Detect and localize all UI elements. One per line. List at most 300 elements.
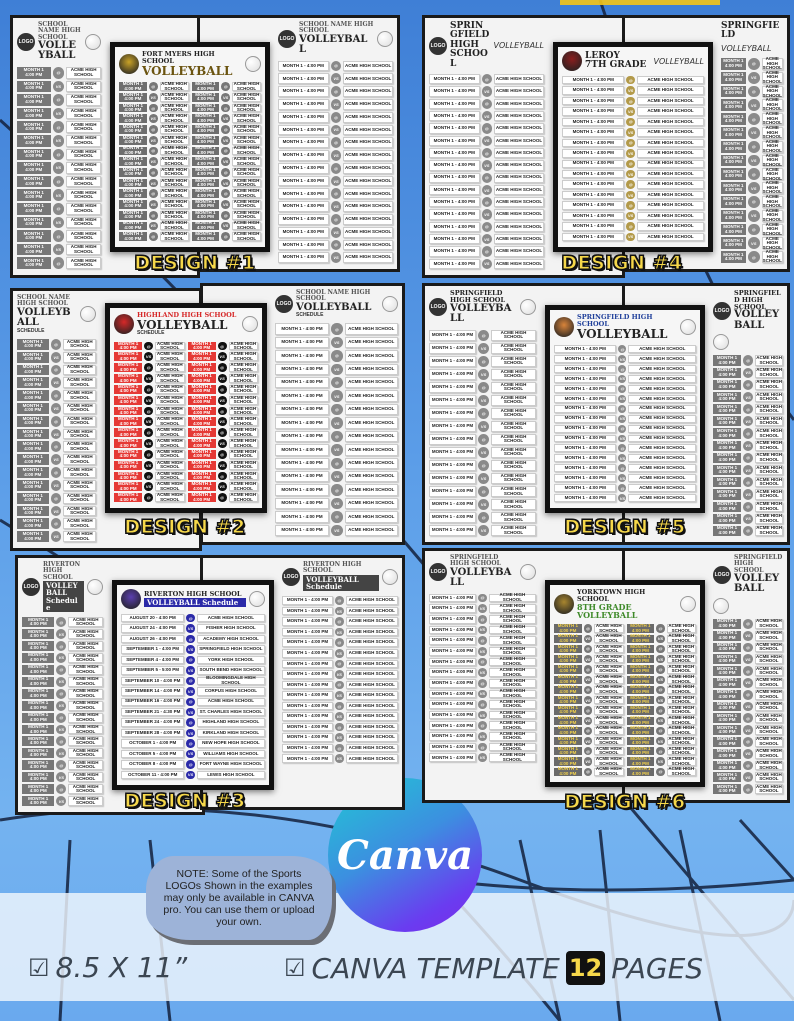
schedule-row[interactable] (22, 713, 103, 723)
schedule-row[interactable] (627, 747, 697, 755)
schedule-row[interactable] (278, 86, 393, 97)
schedule-row[interactable] (121, 729, 265, 737)
schedule-row[interactable] (192, 168, 262, 177)
schedule-row[interactable] (562, 128, 704, 136)
schedule-row[interactable] (713, 784, 783, 794)
schedule-row[interactable] (17, 518, 96, 529)
schedule-row[interactable] (554, 676, 624, 684)
schedule-row[interactable] (119, 168, 189, 177)
schedule-row[interactable] (429, 259, 544, 269)
schedule-row[interactable] (721, 113, 783, 125)
schedule-row[interactable] (713, 678, 783, 688)
schedule-row[interactable] (121, 635, 265, 643)
schedule-row[interactable] (282, 723, 398, 732)
schedule-row[interactable] (121, 677, 265, 685)
schedule-row[interactable] (17, 429, 96, 440)
schedule-row[interactable] (17, 230, 101, 242)
schedule-row[interactable] (554, 405, 696, 413)
schedule-row[interactable] (192, 232, 262, 241)
schedule-row[interactable] (121, 624, 265, 632)
schedule-row[interactable] (17, 506, 96, 517)
schedule-row[interactable] (554, 464, 696, 472)
schedule-row[interactable] (17, 467, 96, 478)
schedule-row[interactable] (429, 123, 544, 133)
schedule-row[interactable] (121, 708, 265, 716)
schedule-row[interactable] (192, 147, 262, 156)
schedule-row[interactable] (17, 403, 96, 414)
schedule-row[interactable] (713, 355, 783, 365)
schedule-row[interactable] (121, 645, 265, 653)
schedule-row[interactable] (429, 743, 536, 752)
schedule-row[interactable] (275, 498, 398, 509)
schedule-row[interactable] (713, 749, 783, 759)
schedule-row[interactable] (114, 472, 185, 481)
schedule-row[interactable] (22, 677, 103, 687)
schedule-row[interactable] (554, 494, 696, 502)
schedule-row[interactable] (114, 439, 185, 448)
schedule-row[interactable] (554, 624, 624, 632)
schedule-row[interactable] (429, 343, 536, 354)
schedule-row[interactable] (713, 631, 783, 641)
schedule-row[interactable] (192, 114, 262, 123)
schedule-row[interactable] (282, 712, 398, 721)
schedule-row[interactable] (282, 670, 398, 679)
schedule-row[interactable] (429, 111, 544, 121)
schedule-row[interactable] (429, 382, 536, 393)
schedule-row[interactable] (22, 736, 103, 746)
schedule-row[interactable] (713, 453, 783, 463)
schedule-row[interactable] (554, 768, 624, 776)
schedule-row[interactable] (275, 511, 398, 522)
schedule-row[interactable] (562, 118, 704, 126)
schedule-row[interactable] (627, 686, 697, 694)
schedule-row[interactable] (429, 421, 536, 432)
schedule-row[interactable] (22, 617, 103, 627)
schedule-row[interactable] (17, 390, 96, 401)
schedule-row[interactable] (121, 614, 265, 622)
schedule-row[interactable] (121, 687, 265, 695)
schedule-row[interactable] (119, 189, 189, 198)
schedule-row[interactable] (17, 135, 101, 147)
schedule-row[interactable] (554, 757, 624, 765)
schedule-row[interactable] (121, 656, 265, 664)
schedule-row[interactable] (188, 363, 259, 372)
schedule-row[interactable] (721, 168, 783, 180)
schedule-row[interactable] (713, 737, 783, 747)
schedule-row[interactable] (429, 690, 536, 699)
schedule-row[interactable] (554, 435, 696, 443)
schedule-row[interactable] (562, 233, 704, 241)
schedule-row[interactable] (562, 107, 704, 115)
schedule-row[interactable] (192, 136, 262, 145)
schedule-row[interactable] (429, 473, 536, 484)
schedule-row[interactable] (22, 701, 103, 711)
schedule-row[interactable] (114, 417, 185, 426)
schedule-row[interactable] (429, 486, 536, 497)
schedule-row[interactable] (627, 717, 697, 725)
schedule-row[interactable] (282, 681, 398, 690)
schedule-row[interactable] (192, 93, 262, 102)
schedule-row[interactable] (119, 179, 189, 188)
schedule-row[interactable] (17, 441, 96, 452)
schedule-row[interactable] (554, 474, 696, 482)
schedule-row[interactable] (188, 385, 259, 394)
schedule-row[interactable] (278, 240, 393, 251)
schedule-row[interactable] (429, 209, 544, 219)
schedule-row[interactable] (627, 768, 697, 776)
schedule-row[interactable] (429, 197, 544, 207)
schedule-row[interactable] (713, 526, 783, 536)
schedule-row[interactable] (429, 74, 544, 84)
schedule-row[interactable] (429, 395, 536, 406)
schedule-row[interactable] (429, 626, 536, 635)
schedule-row[interactable] (429, 185, 544, 195)
schedule-row[interactable] (562, 86, 704, 94)
schedule-row[interactable] (17, 81, 101, 93)
schedule-row[interactable] (275, 458, 398, 469)
schedule-row[interactable] (627, 706, 697, 714)
schedule-row[interactable] (17, 244, 101, 256)
schedule-row[interactable] (188, 461, 259, 470)
schedule-row[interactable] (119, 136, 189, 145)
schedule-row[interactable] (554, 375, 696, 383)
schedule-row[interactable] (282, 702, 398, 711)
schedule-row[interactable] (192, 211, 262, 220)
schedule-row[interactable] (713, 666, 783, 676)
schedule-row[interactable] (429, 594, 536, 603)
schedule-row[interactable] (192, 82, 262, 91)
schedule-row[interactable] (275, 390, 398, 401)
schedule-row[interactable] (721, 237, 783, 249)
schedule-row[interactable] (554, 747, 624, 755)
schedule-row[interactable] (282, 660, 398, 669)
schedule-row[interactable] (554, 665, 624, 673)
schedule-row[interactable] (282, 649, 398, 658)
schedule-row[interactable] (429, 512, 536, 523)
schedule-row[interactable] (278, 227, 393, 238)
schedule-row[interactable] (22, 784, 103, 794)
schedule-row[interactable] (282, 638, 398, 647)
schedule-row[interactable] (22, 772, 103, 782)
schedule-row[interactable] (429, 447, 536, 458)
schedule-row[interactable] (713, 380, 783, 390)
schedule-row[interactable] (721, 69, 783, 84)
schedule-row[interactable] (114, 461, 185, 470)
schedule-row[interactable] (721, 83, 783, 98)
schedule-row[interactable] (429, 246, 544, 256)
schedule-row[interactable] (17, 352, 96, 363)
schedule-row[interactable] (188, 417, 259, 426)
schedule-row[interactable] (114, 493, 185, 502)
schedule-row[interactable] (278, 176, 393, 187)
schedule-row[interactable] (721, 207, 783, 222)
schedule-row[interactable] (114, 482, 185, 491)
schedule-row[interactable] (17, 108, 101, 120)
schedule-row[interactable] (17, 162, 101, 174)
schedule-row[interactable] (119, 200, 189, 209)
schedule-row[interactable] (114, 352, 185, 361)
schedule-row[interactable] (713, 441, 783, 451)
schedule-row[interactable] (119, 232, 189, 241)
schedule-row[interactable] (278, 112, 393, 123)
schedule-row[interactable] (429, 330, 536, 341)
schedule-row[interactable] (192, 222, 262, 231)
schedule-row[interactable] (627, 624, 697, 632)
schedule-row[interactable] (278, 73, 393, 84)
schedule-row[interactable] (119, 211, 189, 220)
schedule-row[interactable] (429, 499, 536, 510)
schedule-row[interactable] (721, 251, 783, 263)
schedule-row[interactable] (114, 342, 185, 351)
schedule-row[interactable] (554, 365, 696, 373)
schedule-row[interactable] (278, 252, 393, 263)
schedule-row[interactable] (188, 352, 259, 361)
schedule-row[interactable] (713, 619, 783, 629)
schedule-row[interactable] (429, 173, 544, 183)
schedule-row[interactable] (554, 444, 696, 452)
schedule-row[interactable] (721, 221, 783, 236)
schedule-row[interactable] (554, 425, 696, 433)
schedule-row[interactable] (562, 139, 704, 147)
schedule-row[interactable] (275, 471, 398, 482)
schedule-row[interactable] (713, 489, 783, 499)
schedule-row[interactable] (429, 647, 536, 656)
schedule-row[interactable] (429, 615, 536, 624)
schedule-row[interactable] (17, 121, 101, 133)
schedule-row[interactable] (192, 179, 262, 188)
schedule-row[interactable] (17, 257, 101, 269)
schedule-row[interactable] (554, 717, 624, 725)
schedule-row[interactable] (627, 635, 697, 643)
schedule-row[interactable] (713, 761, 783, 771)
schedule-row[interactable] (282, 617, 398, 626)
schedule-row[interactable] (562, 201, 704, 209)
schedule-row[interactable] (17, 493, 96, 504)
schedule-row[interactable] (562, 170, 704, 178)
schedule-row[interactable] (192, 189, 262, 198)
schedule-row[interactable] (275, 404, 398, 415)
schedule-row[interactable] (22, 796, 103, 806)
schedule-row[interactable] (275, 431, 398, 442)
schedule-row[interactable] (119, 82, 189, 91)
schedule-row[interactable] (554, 696, 624, 704)
schedule-row[interactable] (554, 737, 624, 745)
schedule-row[interactable] (554, 395, 696, 403)
schedule-row[interactable] (119, 222, 189, 231)
schedule-row[interactable] (713, 502, 783, 512)
schedule-row[interactable] (713, 416, 783, 426)
schedule-row[interactable] (17, 189, 101, 201)
schedule-row[interactable] (17, 67, 101, 79)
schedule-row[interactable] (554, 635, 624, 643)
schedule-row[interactable] (554, 355, 696, 363)
schedule-row[interactable] (713, 702, 783, 712)
schedule-row[interactable] (429, 700, 536, 709)
schedule-row[interactable] (278, 163, 393, 174)
schedule-row[interactable] (278, 125, 393, 136)
schedule-row[interactable] (713, 392, 783, 402)
schedule-row[interactable] (188, 407, 259, 416)
schedule-row[interactable] (275, 337, 398, 348)
schedule-row[interactable] (278, 188, 393, 199)
schedule-row[interactable] (114, 450, 185, 459)
schedule-row[interactable] (282, 596, 398, 605)
schedule-row[interactable] (282, 628, 398, 637)
schedule-row[interactable] (121, 718, 265, 726)
schedule-row[interactable] (282, 607, 398, 616)
schedule-row[interactable] (278, 61, 393, 72)
schedule-row[interactable] (554, 727, 624, 735)
schedule-row[interactable] (429, 732, 536, 741)
schedule-row[interactable] (627, 757, 697, 765)
schedule-row[interactable] (429, 369, 536, 380)
schedule-row[interactable] (17, 203, 101, 215)
schedule-row[interactable] (275, 377, 398, 388)
schedule-row[interactable] (429, 234, 544, 244)
schedule-row[interactable] (721, 196, 783, 208)
schedule-row[interactable] (17, 94, 101, 106)
schedule-row[interactable] (429, 148, 544, 158)
schedule-row[interactable] (282, 744, 398, 753)
schedule-row[interactable] (17, 217, 101, 229)
schedule-row[interactable] (119, 125, 189, 134)
schedule-row[interactable] (627, 727, 697, 735)
schedule-row[interactable] (429, 636, 536, 645)
schedule-row[interactable] (282, 754, 398, 763)
schedule-row[interactable] (554, 345, 696, 353)
schedule-row[interactable] (713, 428, 783, 438)
schedule-row[interactable] (429, 136, 544, 146)
schedule-row[interactable] (188, 493, 259, 502)
schedule-row[interactable] (22, 725, 103, 735)
schedule-row[interactable] (562, 212, 704, 220)
schedule-row[interactable] (713, 690, 783, 700)
schedule-row[interactable] (278, 201, 393, 212)
schedule-row[interactable] (282, 691, 398, 700)
schedule-row[interactable] (119, 93, 189, 102)
schedule-row[interactable] (713, 713, 783, 723)
schedule-row[interactable] (188, 396, 259, 405)
schedule-row[interactable] (713, 643, 783, 653)
schedule-row[interactable] (721, 138, 783, 153)
schedule-row[interactable] (554, 706, 624, 714)
schedule-row[interactable] (275, 364, 398, 375)
schedule-row[interactable] (429, 658, 536, 667)
schedule-row[interactable] (721, 152, 783, 167)
schedule-row[interactable] (275, 444, 398, 455)
schedule-row[interactable] (17, 531, 96, 542)
schedule-row[interactable] (192, 157, 262, 166)
schedule-row[interactable] (713, 368, 783, 378)
schedule-row[interactable] (429, 408, 536, 419)
schedule-row[interactable] (713, 477, 783, 487)
schedule-row[interactable] (278, 99, 393, 110)
schedule-row[interactable] (121, 750, 265, 758)
schedule-row[interactable] (429, 753, 536, 762)
schedule-row[interactable] (17, 365, 96, 376)
schedule-row[interactable] (22, 748, 103, 758)
schedule-row[interactable] (429, 711, 536, 720)
schedule-row[interactable] (119, 114, 189, 123)
schedule-row[interactable] (17, 149, 101, 161)
schedule-row[interactable] (562, 191, 704, 199)
schedule-row[interactable] (121, 698, 265, 706)
schedule-row[interactable] (554, 645, 624, 653)
schedule-row[interactable] (562, 180, 704, 188)
schedule-row[interactable] (429, 356, 536, 367)
schedule-row[interactable] (17, 480, 96, 491)
schedule-row[interactable] (627, 696, 697, 704)
schedule-row[interactable] (429, 434, 536, 445)
schedule-row[interactable] (114, 428, 185, 437)
schedule-row[interactable] (554, 655, 624, 663)
schedule-row[interactable] (278, 214, 393, 225)
schedule-row[interactable] (429, 668, 536, 677)
schedule-row[interactable] (119, 104, 189, 113)
schedule-row[interactable] (554, 484, 696, 492)
schedule-row[interactable] (121, 666, 265, 674)
schedule-row[interactable] (429, 525, 536, 536)
schedule-row[interactable] (713, 404, 783, 414)
schedule-row[interactable] (721, 58, 783, 70)
schedule-row[interactable] (282, 733, 398, 742)
schedule-row[interactable] (188, 374, 259, 383)
schedule-row[interactable] (554, 415, 696, 423)
schedule-row[interactable] (192, 125, 262, 134)
schedule-row[interactable] (114, 374, 185, 383)
schedule-row[interactable] (713, 654, 783, 664)
schedule-row[interactable] (278, 150, 393, 161)
schedule-row[interactable] (17, 339, 96, 350)
schedule-row[interactable] (721, 182, 783, 194)
schedule-row[interactable] (627, 676, 697, 684)
schedule-row[interactable] (119, 157, 189, 166)
schedule-row[interactable] (188, 472, 259, 481)
schedule-row[interactable] (188, 428, 259, 437)
schedule-row[interactable] (188, 450, 259, 459)
schedule-row[interactable] (713, 465, 783, 475)
schedule-row[interactable] (188, 439, 259, 448)
schedule-row[interactable] (554, 385, 696, 393)
schedule-row[interactable] (429, 679, 536, 688)
schedule-row[interactable] (429, 86, 544, 96)
schedule-row[interactable] (721, 127, 783, 139)
schedule-row[interactable] (22, 665, 103, 675)
schedule-row[interactable] (188, 482, 259, 491)
schedule-row[interactable] (114, 396, 185, 405)
schedule-row[interactable] (17, 176, 101, 188)
schedule-row[interactable] (121, 739, 265, 747)
schedule-row[interactable] (429, 160, 544, 170)
schedule-row[interactable] (713, 772, 783, 782)
schedule-row[interactable] (22, 641, 103, 651)
schedule-row[interactable] (554, 686, 624, 694)
schedule-row[interactable] (192, 200, 262, 209)
schedule-row[interactable] (721, 99, 783, 111)
schedule-row[interactable] (275, 417, 398, 428)
schedule-row[interactable] (114, 385, 185, 394)
schedule-row[interactable] (562, 222, 704, 230)
schedule-row[interactable] (429, 460, 536, 471)
schedule-row[interactable] (22, 629, 103, 639)
schedule-row[interactable] (17, 416, 96, 427)
schedule-row[interactable] (562, 76, 704, 84)
schedule-row[interactable] (429, 604, 536, 613)
schedule-row[interactable] (627, 665, 697, 673)
schedule-row[interactable] (562, 149, 704, 157)
schedule-row[interactable] (429, 99, 544, 109)
schedule-row[interactable] (119, 147, 189, 156)
